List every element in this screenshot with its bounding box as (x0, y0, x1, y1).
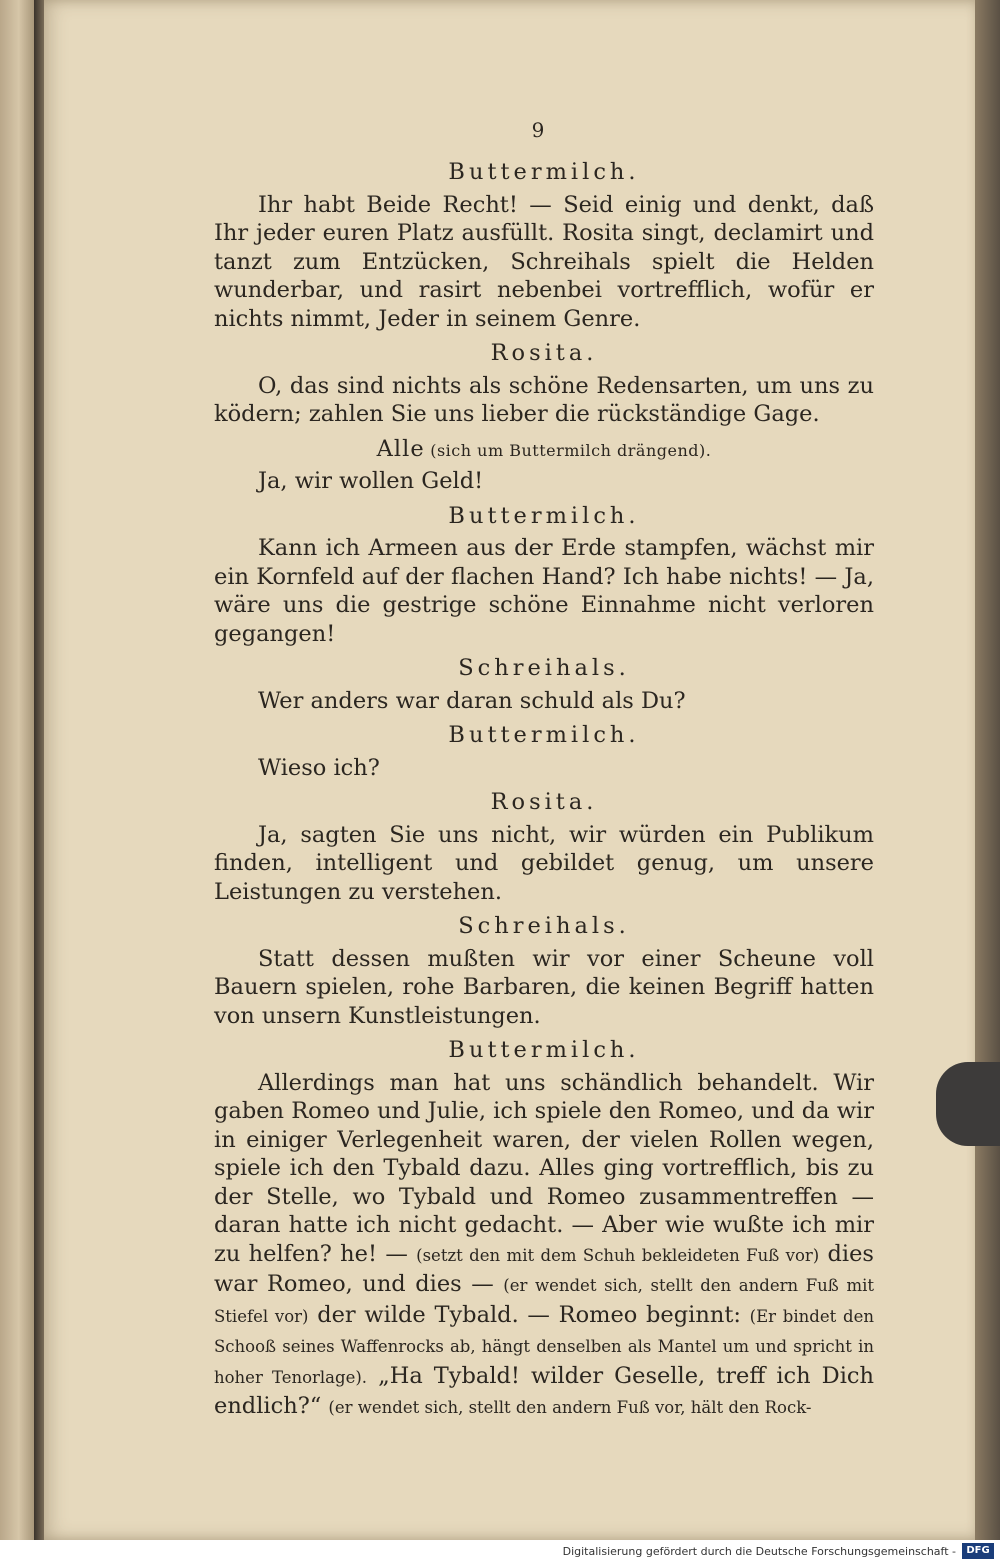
speaker-name: Buttermilch. (448, 722, 640, 748)
speaker-name: Buttermilch. (448, 1037, 640, 1063)
page-tab (936, 1062, 1000, 1146)
dfg-logo: DFG (962, 1543, 994, 1559)
stage-direction: (setzt den mit dem Schuh bekleideten Fuß vor) (416, 1245, 820, 1265)
dialogue-text: dies war Romeo, und dies — (214, 1240, 874, 1297)
speaker-name: Schreihals. (458, 913, 630, 939)
right-page-edge (975, 0, 1000, 1540)
stage-direction: (er wendet sich, stellt den andern Fuß mit Stiefel vor) (214, 1276, 874, 1326)
speaker-name: Rosita. (490, 340, 598, 366)
dialogue-line: Ja, wir wollen Geld! (258, 468, 484, 494)
dialogue-line: Ja, sagten Sie uns nicht, wir würden ein Publikum finden, intelligent und gebildet genug, um unsere Leistungen zu verstehen. (214, 821, 874, 905)
left-page-edge (0, 0, 34, 1540)
speaker-name: Alle (376, 435, 425, 462)
dialogue-line: Wer anders war daran schuld als Du? (258, 687, 686, 714)
dialogue-line: O, das sind nichts als schöne Redensarten, um uns zu ködern; zahlen Sie uns lieber die rückständige Gage. (214, 372, 874, 427)
final-paragraph (214, 1069, 874, 1423)
speaker-with-direction (214, 435, 874, 466)
page-text (214, 108, 874, 1423)
dialogue-text: der wilde Tybald. — Romeo beginnt: (308, 1301, 750, 1328)
footer-credit: Digitalisierung gefördert durch die Deutsche Forschungsgemeinschaft - (562, 1545, 956, 1558)
stage-direction: (sich um Buttermilch drängend). (424, 440, 712, 460)
dialogue-line: Kann ich Armeen aus der Erde stampfen, wächst mir ein Kornfeld auf der flachen Hand? Ich habe nichts! — Ja, wäre uns die gestrige schöne Einnahme nicht verloren gegangen! (214, 535, 874, 647)
dialogue-blocks (214, 158, 874, 1065)
page-number: 9 (531, 118, 545, 142)
speaker-name: Buttermilch. (448, 159, 640, 185)
dialogue-line: Wieso ich? (258, 754, 380, 781)
speaker-name: Buttermilch. (448, 502, 640, 529)
speaker-name: Schreihals. (458, 655, 630, 681)
stage-direction: (er wendet sich, stellt den andern Fuß vor, hält den Rock- (328, 1398, 812, 1417)
book-gutter (34, 0, 44, 1540)
dialogue-line: Statt dessen mußten wir vor einer Scheune voll Bauern spielen, rohe Barbaren, die keinen Begriff hatten von unsern Kunstleistungen. (214, 945, 874, 1029)
dialogue-text: Allerdings man hat uns schändlich behandelt. Wir gaben Romeo und Julie, ich spiele den Romeo, und da wir in einiger Verlegenheit waren, der vielen Rollen wegen, spiele ich den Tybald dazu. Alles ging vortrefflich, bis zu der Stelle, wo Tybald und Romeo zusammentreffen — daran hatte ich nicht gedacht. — Aber wie wußte ich mir zu helfen? he! — (214, 1069, 874, 1267)
stage-direction: (Er bindet den Schooß seines Waffenrocks ab, hängt denselben als Mantel um und spricht in hoher Tenorlage). (214, 1306, 874, 1387)
dialogue-text: „Ha Tybald! wilder Geselle, treff ich Dich endlich?“ (214, 1362, 874, 1419)
speaker-name: Rosita. (490, 789, 598, 815)
dialogue-line: Ihr habt Beide Recht! — Seid einig und denkt, daß Ihr jeder euren Platz ausfüllt. Rosita singt, declamirt und tanzt zum Entzücken, Schreihals spielt die Helden wunderbar, und rasirt nebenbei vortrefflich, wofür er nichts nimmt, Jeder in seinem Genre. (214, 191, 874, 332)
